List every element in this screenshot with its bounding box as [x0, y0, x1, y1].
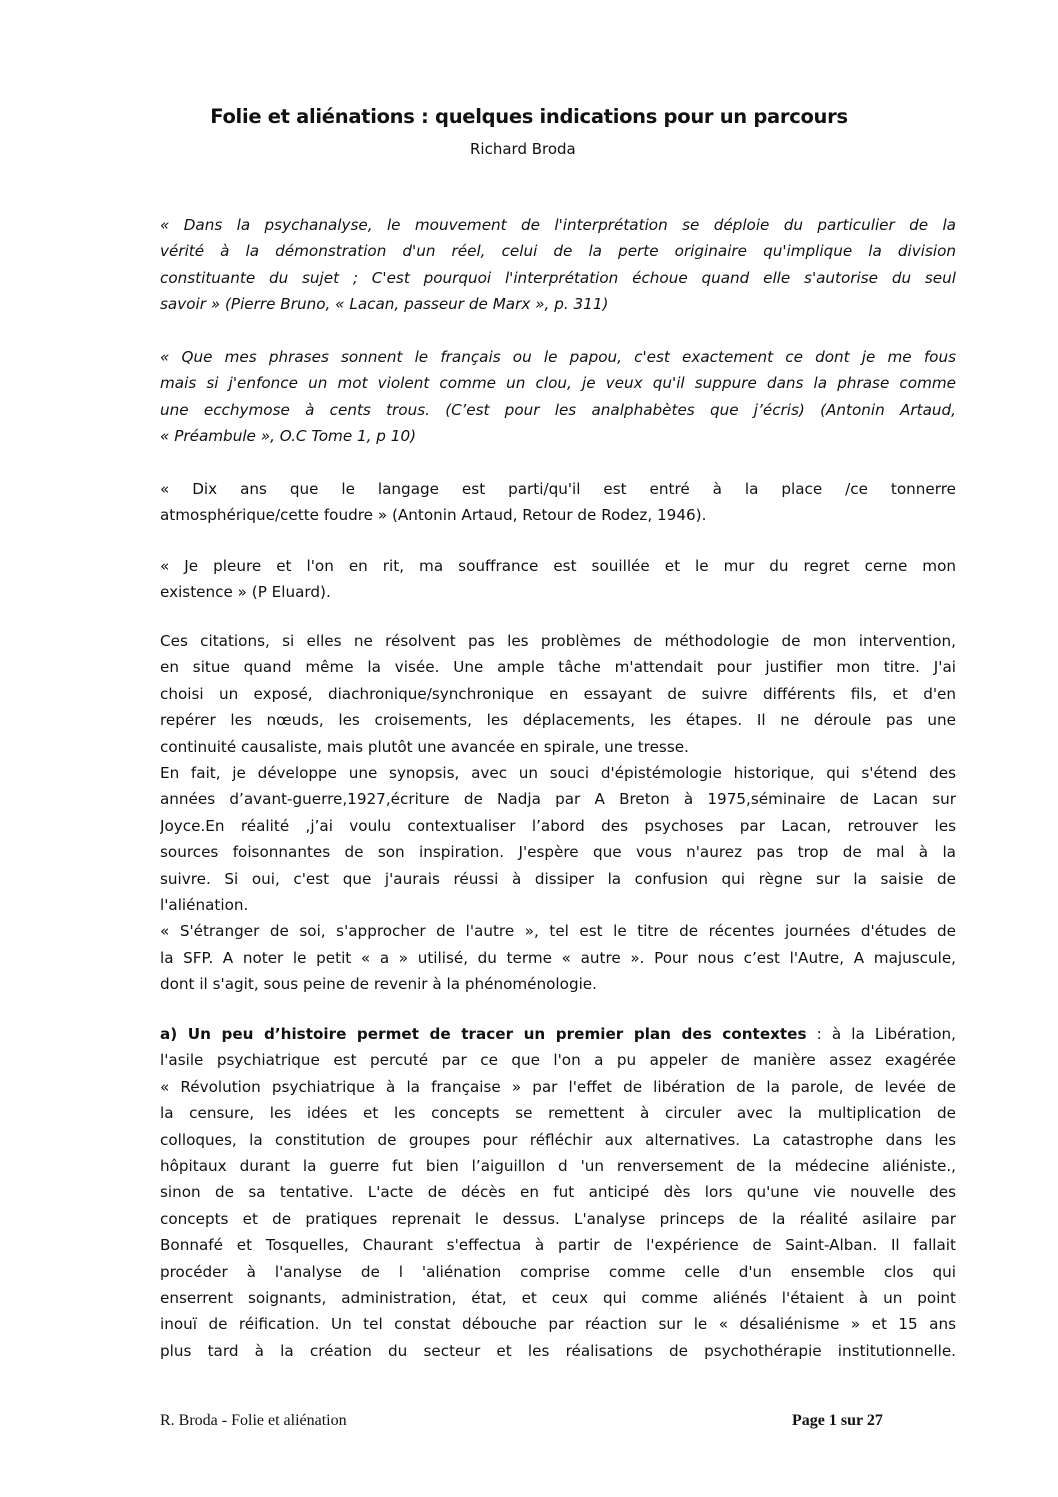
text-line: repérer les nœuds, les croisements, les déplacements, les étapes. Il ne déroule pas une [160, 711, 956, 730]
text-line: mais si j'enfonce un mot violent comme un clou, je veux qu'il suppure dans la phrase comme [160, 374, 956, 393]
text-line: « S'étranger de soi, s'approcher de l'autre », tel est le titre de récentes journées d'études de [160, 922, 956, 941]
text-line: suivre. Si oui, c'est que j'aurais réussi à dissiper la confusion qui règne sur la saisie de [160, 869, 956, 888]
text-line: colloques, la constitution de groupes pour réfléchir aux alternatives. La catastrophe dans les [160, 1130, 956, 1149]
epigraph-artaud-preambule [160, 344, 956, 450]
text-line: existence » (P Eluard). [160, 583, 331, 602]
footer-running-title: R. Broda - Folie et aliénation [160, 1412, 347, 1429]
section-a-paragraph [160, 1021, 956, 1364]
text-line: l'asile psychiatrique est percuté par ce que l'on a pu appeler de manière assez exagérée [160, 1051, 956, 1070]
text-line: « Révolution psychiatrique à la française » par l'effet de libération de la parole, de levée de [160, 1077, 956, 1096]
text-line: années d’avant-guerre,1927,écriture de Nadja par A Breton à 1975,séminaire de Lacan sur [160, 790, 956, 809]
text-line: procéder à l'analyse de l 'aliénation comprise comme celle d'un ensemble clos qui [160, 1262, 956, 1281]
text-line: la censure, les idées et les concepts se remettent à circuler avec la multiplication de [160, 1104, 956, 1123]
text-line: concepts et de pratiques reprenait le dessus. L'analyse princeps de la réalité asilaire par [160, 1209, 956, 1228]
text-line: la SFP. A noter le petit « a » utilisé, du terme « autre ». Pour nous c’est l'Autre, A majuscule, [160, 948, 956, 967]
text-line: « Préambule », O.C Tome 1, p 10) [160, 427, 417, 446]
text-line: atmosphérique/cette foudre » (Antonin Artaud, Retour de Rodez, 1946). [160, 506, 707, 525]
text-line: dont il s'agit, sous peine de revenir à la phénoménologie. [160, 975, 597, 994]
text-line: sources foisonnantes de son inspiration. J'espère que vous n'aurez pas trop de mal à la [160, 843, 956, 862]
text-line: continuité causaliste, mais plutôt une avancée en spirale, une tresse. [160, 737, 689, 756]
text-line: constituante du sujet ; C'est pourquoi l'interprétation échoue quand elle s'autorise du seul [160, 268, 956, 287]
epigraph-bruno [160, 212, 956, 318]
document-author: Richard Broda [470, 140, 576, 158]
footer-page-number: Page 1 sur 27 [792, 1412, 883, 1429]
text-line: vérité à la démonstration d'un réel, celui de la perte originaire qu'implique la division [160, 242, 956, 261]
text-span: : à la Libération, [806, 1025, 956, 1043]
text-line: savoir » (Pierre Bruno, « Lacan, passeur de Marx », p. 311) [160, 295, 609, 314]
text-line: l'aliénation. [160, 896, 249, 915]
text-line: enserrent soignants, administration, état, et ceux qui comme aliénés l'étaient à un point [160, 1289, 956, 1308]
text-line: plus tard à la création du secteur et les réalisations de psychothérapie institutionnelle. [160, 1341, 956, 1360]
text-line: sinon de sa tentative. L'acte de décès en fut anticipé dès lors qu'une vie nouvelle des [160, 1183, 956, 1202]
section-heading-line [160, 1021, 956, 1047]
text-line: inouï de réification. Un tel constat débouche par réaction sur le « désaliénisme » et 15 ans [160, 1315, 956, 1334]
text-line: « Que mes phrases sonnent le français ou le papou, c'est exactement ce dont je me fous [160, 348, 956, 366]
epigraph-eluard [160, 553, 956, 606]
text-line: hôpitaux durant la guerre fut bien l’aiguillon d 'un renversement de la médecine aliéniste., [160, 1157, 956, 1176]
text-line: « Je pleure et l'on en rit, ma souffrance est souillée et le mur du regret cerne mon [160, 557, 956, 575]
text-line: En fait, je développe une synopsis, avec un souci d'épistémologie historique, qui s'étend des [160, 764, 956, 783]
text-line: en situe quand même la visée. Une ample tâche m'attendait pour justifier mon titre. J'ai [160, 658, 956, 677]
text-line: « Dix ans que le langage est parti/qu'il est entré à la place /ce tonnerre [160, 480, 956, 498]
text-line: une ecchymose à cents trous. (C’est pour les analphabètes que j’écris) (Antonin Artaud, [160, 400, 956, 419]
text-line: choisi un exposé, diachronique/synchronique en essayant de suivre différents fils, et d'en [160, 684, 956, 703]
text-line: « Dans la psychanalyse, le mouvement de l'interprétation se déploie du particulier de la [160, 216, 956, 234]
text-line: Bonnafé et Tosquelles, Chaurant s'effectua à partir de l'expérience de Saint-Alban. Il fallait [160, 1236, 956, 1255]
text-line: Ces citations, si elles ne résolvent pas les problèmes de méthodologie de mon intervention, [160, 632, 956, 650]
section-heading: a) Un peu d’histoire permet de tracer un premier plan des contextes [160, 1025, 807, 1043]
document-title: Folie et aliénations : quelques indications pour un parcours [210, 105, 848, 128]
text-line: Joyce.En réalité ,j’ai voulu contextualiser l’abord des psychoses par Lacan, retrouver les [160, 816, 956, 835]
introduction-paragraph [160, 628, 956, 998]
epigraph-artaud-rodez [160, 476, 956, 529]
